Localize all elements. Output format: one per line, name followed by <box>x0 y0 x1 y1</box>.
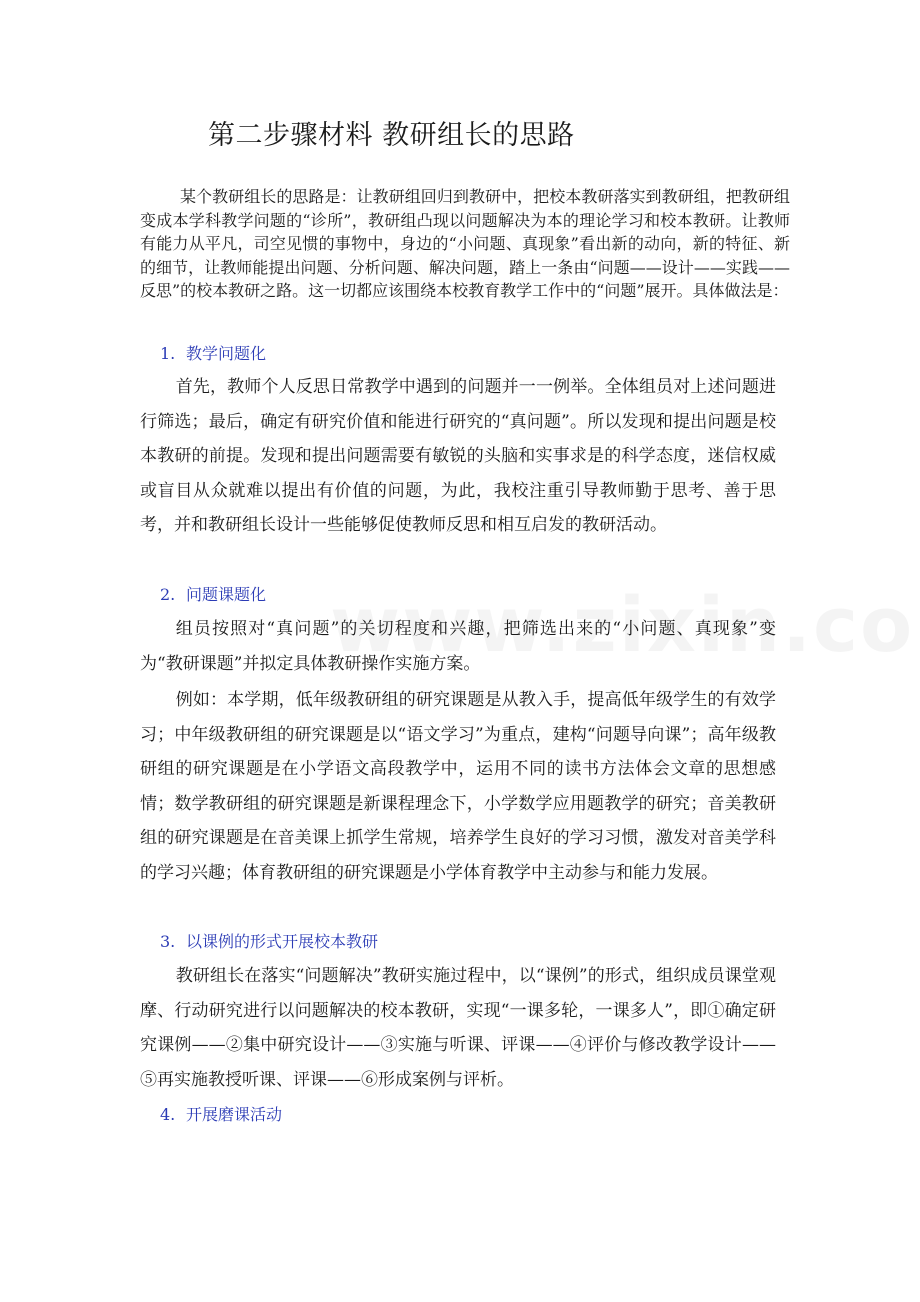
section-heading-4 <box>160 1103 282 1127</box>
intro-paragraph: 某个教研组长的思路是：让教研组回归到教研中，把校本教研落实到教研组，把教研组变成本学科教学问题的“诊所”，教研组凸现以问题解决为本的理论学习和校本教研。让教师有能力从平凡，司空见惯的事物中，身边的“小问题、真现象”看出新的动向，新的特征、新的细节，让教师能提出问题、分析问题、解决问题，踏上一条由“问题——设计——实践——反思”的校本教研之路。这一切都应该围绕本校教育教学工作中的“问题”展开。具体做法是： <box>140 187 790 301</box>
section-heading-1 <box>160 342 266 366</box>
section-3-paragraph-1: 教研组长在落实“问题解决”教研实施过程中，以“课例”的形式，组织成员课堂观摩、行动研究进行以问题解决的校本教研，实现“一课多轮，一课多人”，即①确定研究课例——②集中研究设计——③实施与听课、评课——④评价与修改教学设计——⑤再实施教授听课、评课——⑥形成案例与评析。 <box>140 966 776 1090</box>
section-heading-2 <box>160 583 266 607</box>
document-title: 第二步骤材料 教研组长的思路 <box>208 120 575 151</box>
section-number: 3. <box>160 932 176 951</box>
section-1-paragraph-1: 首先，教师个人反思日常教学中遇到的问题并一一例举。全体组员对上述问题进行筛选；最后，确定有研究价值和能进行研究的“真问题”。所以发现和提出问题是校本教研的前提。发现和提出问题需要有敏锐的头脑和实事求是的科学态度，迷信权威或盲目从众就难以提出有价值的问题，为此，我校注重引导教师勤于思考、善于思考，并和教研组长设计一些能够促使教师反思和相互启发的教研活动。 <box>140 377 776 536</box>
section-title: 问题课题化 <box>186 585 267 604</box>
section-title: 开展磨课活动 <box>186 1105 283 1124</box>
section-2-paragraph-2: 例如：本学期，低年级教研组的研究课题是从教入手，提高低年级学生的有效学习；中年级教研组的研究课题是以“语文学习”为重点，建构“问题导向课”；高年级教研组的研究课题是在小学语文高段教学中，运用不同的读书方法体会文章的思想感情；数学教研组的研究课题是新课程理念下，小学数学应用题教学的研究；音美教研组的研究课题是在音美课上抓学生常规，培养学生良好的学习习惯，激发对音美学科的学习兴趣；体育教研组的研究课题是小学体育教学中主动参与和能力发展。 <box>140 690 776 883</box>
section-number: 1. <box>160 344 176 363</box>
section-title: 以课例的形式开展校本教研 <box>186 932 379 951</box>
section-number: 4. <box>160 1105 176 1124</box>
section-title: 教学问题化 <box>186 344 267 363</box>
section-2-paragraph-1: 组员按照对“真问题”的关切程度和兴趣，把筛选出来的“小问题、真现象”变为“教研课题”并拟定具体教研操作实施方案。 <box>140 619 776 674</box>
section-heading-3 <box>160 930 378 954</box>
section-number: 2. <box>160 585 176 604</box>
